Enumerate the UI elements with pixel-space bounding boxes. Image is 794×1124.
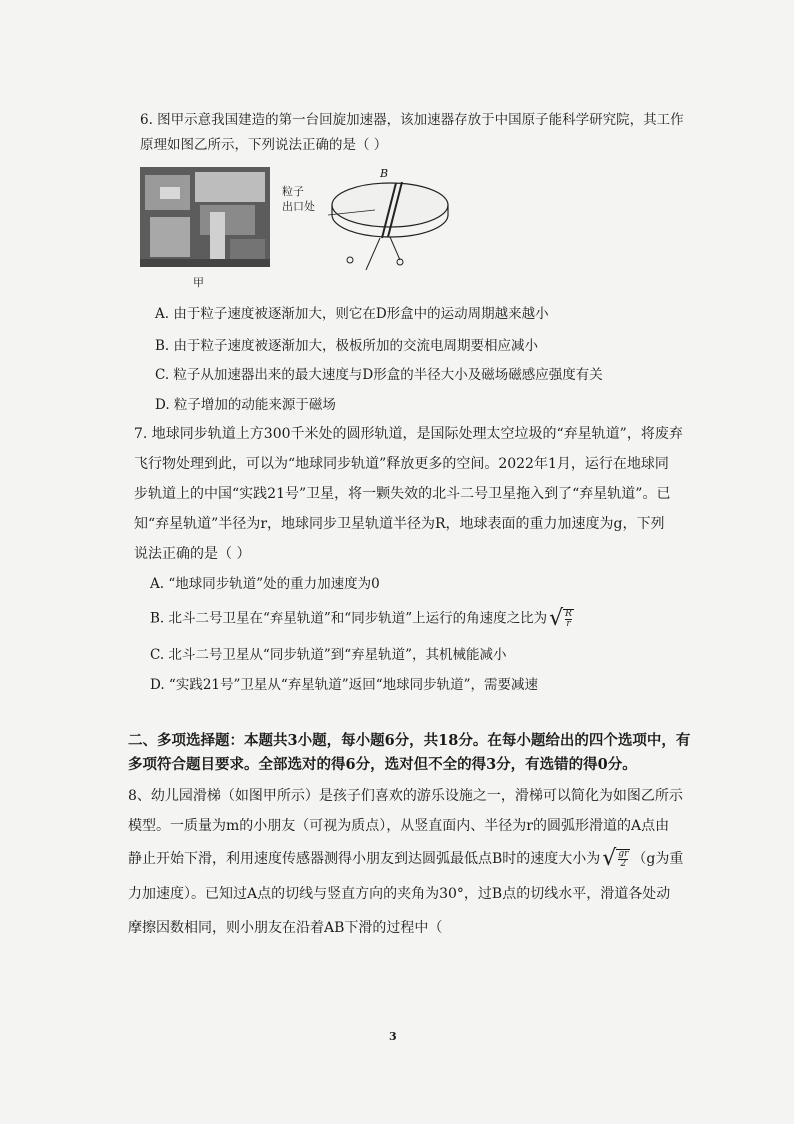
sqrt-gr-over-2: √ $\frac{gr}{2}$ bbox=[602, 846, 629, 871]
accelerator-photo bbox=[140, 167, 270, 267]
q7-option-b bbox=[150, 608, 576, 630]
sqrt-denominator: r bbox=[566, 619, 571, 629]
q8-stem-line3-tail: （g为重 bbox=[632, 851, 684, 867]
sqrt-denominator-2: 2 bbox=[620, 859, 627, 869]
q8-stem-line3 bbox=[128, 848, 683, 870]
section2-heading-line2: 多项符合题目要求。全部选对的得6分，选对但不全的得3分，有选错的得0分。 bbox=[128, 756, 637, 773]
q7-option-c: C. 北斗二号卫星从“同步轨道”到“弃星轨道”，其机械能减小 bbox=[150, 647, 507, 663]
fig-jia-caption: 甲 bbox=[193, 276, 204, 289]
q7-stem-line2: 飞行物处理到此，可以为“地球同步轨道”释放更多的空间。2022年1月，运行在地球同 bbox=[134, 456, 669, 472]
q8-stem-line2: 模型。一质量为m的小朋友（可视为质点），从竖直面内、半径为r的圆弧形滑道的A点由 bbox=[128, 818, 670, 834]
q7-stem-line1: 7. 地球同步轨道上方300千米处的圆形轨道，是国际处理太空垃圾的“弃星轨道”，将废弃 bbox=[134, 426, 683, 442]
cyclotron-diagram bbox=[280, 160, 460, 280]
sqrt-numerator: R bbox=[565, 609, 572, 619]
q7-stem-line5: 说法正确的是（ ） bbox=[134, 546, 251, 562]
q8-stem-line1: 8、幼儿园滑梯（如图甲所示）是孩子们喜欢的游乐设施之一，滑梯可以简化为如图乙所示 bbox=[128, 788, 683, 804]
sqrt-r-over-r: √ $\frac{R}{r}$ bbox=[549, 606, 572, 631]
particle-label: 粒子 bbox=[282, 185, 304, 198]
exit-label: 出口处 bbox=[282, 200, 315, 213]
magnetic-field-label: B bbox=[380, 167, 389, 180]
sqrt-numerator-gr: gr bbox=[618, 849, 629, 859]
q7-stem-line3: 步轨道上的中国“实践21号”卫星，将一颗失效的北斗二号卫星拖入到了“弃星轨道”。已 bbox=[134, 486, 671, 502]
q8-stem-line5: 摩擦因数相同，则小朋友在沿着AB下滑的过程中（ bbox=[128, 920, 443, 936]
q8-stem-line3-text: 静止开始下滑，利用速度传感器测得小朋友到达圆弧最低点B时的速度大小为 bbox=[128, 851, 601, 867]
q6-option-a: A. 由于粒子速度被逐渐加大，则它在D形盒中的运动周期越来越小 bbox=[155, 306, 549, 322]
page-number: 3 bbox=[389, 1030, 397, 1043]
q6-option-d: D. 粒子增加的动能来源于磁场 bbox=[155, 397, 336, 413]
section2-heading-line1: 二、多项选择题：本题共3小题，每小题6分，共18分。在每小题给出的四个选项中，有 bbox=[128, 732, 691, 749]
q7-option-d: D. “实践21号”卫星从“弃星轨道”返回“地球同步轨道”，需要减速 bbox=[150, 677, 539, 693]
q6-option-c: C. 粒子从加速器出来的最大速度与D形盒的半径大小及磁场磁感应强度有关 bbox=[155, 367, 603, 383]
q7-option-a: A. “地球同步轨道”处的重力加速度为0 bbox=[150, 576, 380, 592]
q8-stem-line4: 力加速度）。已知过A点的切线与竖直方向的夹角为30°，过B点的切线水平，滑道各处动 bbox=[128, 886, 671, 902]
q7-stem-line4: 知“弃星轨道”半径为r，地球同步卫星轨道半径为R，地球表面的重力加速度为g，下列 bbox=[134, 516, 665, 532]
q6-stem-line2: 原理如图乙所示，下列说法正确的是（ ） bbox=[140, 137, 388, 153]
q7-option-b-text: B. 北斗二号卫星在“弃星轨道”和“同步轨道”上运行的角速度之比为 bbox=[150, 610, 548, 627]
q6-stem-line1: 6. 图甲示意我国建造的第一台回旋加速器，该加速器存放于中国原子能科学研究院，其工作 bbox=[140, 112, 684, 128]
q6-option-b: B. 由于粒子速度被逐渐加大，极板所加的交流电周期要相应减小 bbox=[155, 338, 539, 354]
